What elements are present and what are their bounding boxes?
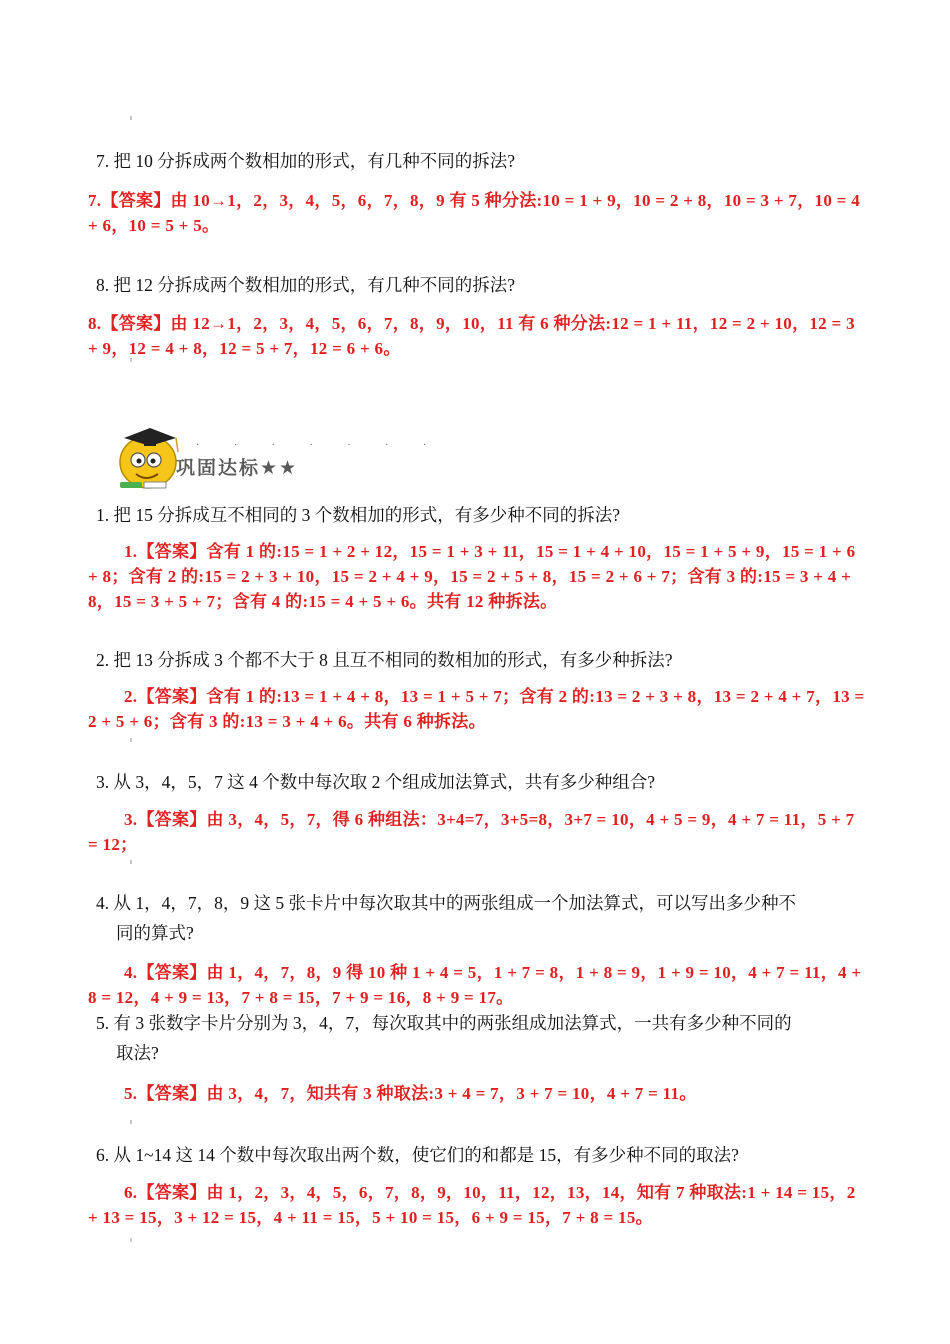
answer-5: 5.【答案】由 3，4，7，知共有 3 种取法:3 + 4 = 7，3 + 7 = 10，4 + 7 = 11。	[124, 1084, 697, 1103]
paragraph-mark	[130, 738, 132, 742]
question-4-line2: 同的算式?	[116, 923, 194, 943]
paragraph-mark	[130, 1238, 132, 1242]
question-4-line1: 4. 从 1，4，7，8，9 这 5 张卡片中每次取其中的两张组成一个加法算式，可以写出多少种不	[96, 893, 796, 913]
paragraph-mark	[130, 860, 132, 864]
question-4	[96, 888, 866, 948]
banner-title: 巩固达标★★	[176, 457, 299, 479]
answer-2: 2.【答案】含有 1 的:13 = 1 + 4 + 8，13 = 1 + 5 + 7；含有 2 的:13 = 2 + 3 + 8，13 = 2 + 4 + 7，13 = 2 + 5 + 6；含有 3 的:13 = 3 + 4 + 6。共有 6 种拆法。	[88, 687, 865, 731]
question-5	[96, 1008, 866, 1068]
question-8: 8. 把 12 分拆成两个数相加的形式，有几种不同的拆法?	[96, 275, 516, 295]
answer-4: 4.【答案】由 1，4，7，8，9 得 10 种 1 + 4 = 5，1 + 7 = 8，1 + 8 = 9，1 + 9 = 10，4 + 7 = 11，4 + 8 = 12，4 + 9 = 13，7 + 8 = 15，7 + 9 = 16，8 + 9 = 17。	[88, 963, 862, 1007]
paragraph-mark	[130, 1120, 132, 1124]
question-7: 7. 把 10 分拆成两个数相加的形式，有几种不同的拆法?	[96, 151, 516, 171]
paragraph-mark	[130, 116, 132, 120]
question-6: 6. 从 1~14 这 14 个数中每次取出两个数，使它们的和都是 15，有多少种不同的取法?	[96, 1145, 739, 1165]
answer-7: 7.【答案】由 10→1，2，3，4，5，6，7，8，9 有 5 种分法:10 = 1 + 9，10 = 2 + 8，10 = 3 + 7，10 = 4 + 6，10 = 5 + 5。	[88, 191, 861, 235]
question-1: 1. 把 15 分拆成互不相同的 3 个数相加的形式，有多少种不同的拆法?	[96, 505, 621, 525]
question-5-line1: 5. 有 3 张数字卡片分别为 3，4，7，每次取其中的两张组成加法算式，一共有多少种不同的	[96, 1013, 792, 1033]
answer-6: 6.【答案】由 1，2，3，4，5，6，7，8，9，10，11，12，13，14，知有 7 种取法:1 + 14 = 15，2 + 13 = 15，3 + 12 = 15，4 + 11 = 15，5 + 10 = 15，6 + 9 = 15，7 + 8 = 15。	[88, 1183, 856, 1227]
question-2: 2. 把 13 分拆成 3 个都不大于 8 且互不相同的数相加的形式，有多少种拆法?	[96, 650, 673, 670]
banner-dots: · · · · · · ·	[196, 440, 443, 451]
answer-1: 1.【答案】含有 1 的:15 = 1 + 2 + 12，15 = 1 + 3 + 11，15 = 1 + 4 + 10，15 = 1 + 5 + 9，15 = 1 + 6 + 8；含有 2 的:15 = 2 + 3 + 10，15 = 2 + 4 + 9，15 = 2 + 5 + 8，15 = 2 + 6 + 7；含有 3 的:15 = 3 + 4 + 8，15 = 3 + 5 + 7；含有 4 的:15 = 4 + 5 + 6。共有 12 种拆法。	[88, 542, 856, 611]
answer-8: 8.【答案】由 12→1，2，3，4，5，6，7，8，9，10，11 有 6 种分法:12 = 1 + 11，12 = 2 + 10，12 = 3 + 9，12 = 4 + 8，12 = 5 + 7，12 = 6 + 6。	[88, 314, 855, 358]
question-5-line2: 取法?	[116, 1043, 159, 1063]
answer-3: 3.【答案】由 3，4，5，7，得 6 种组法：3+4=7，3+5=8，3+7 = 10，4 + 5 = 9，4 + 7 = 11，5 + 7 = 12；	[88, 810, 855, 854]
question-3: 3. 从 3，4，5，7 这 4 个数中每次取 2 个组成加法算式，共有多少种组合?	[96, 772, 656, 792]
